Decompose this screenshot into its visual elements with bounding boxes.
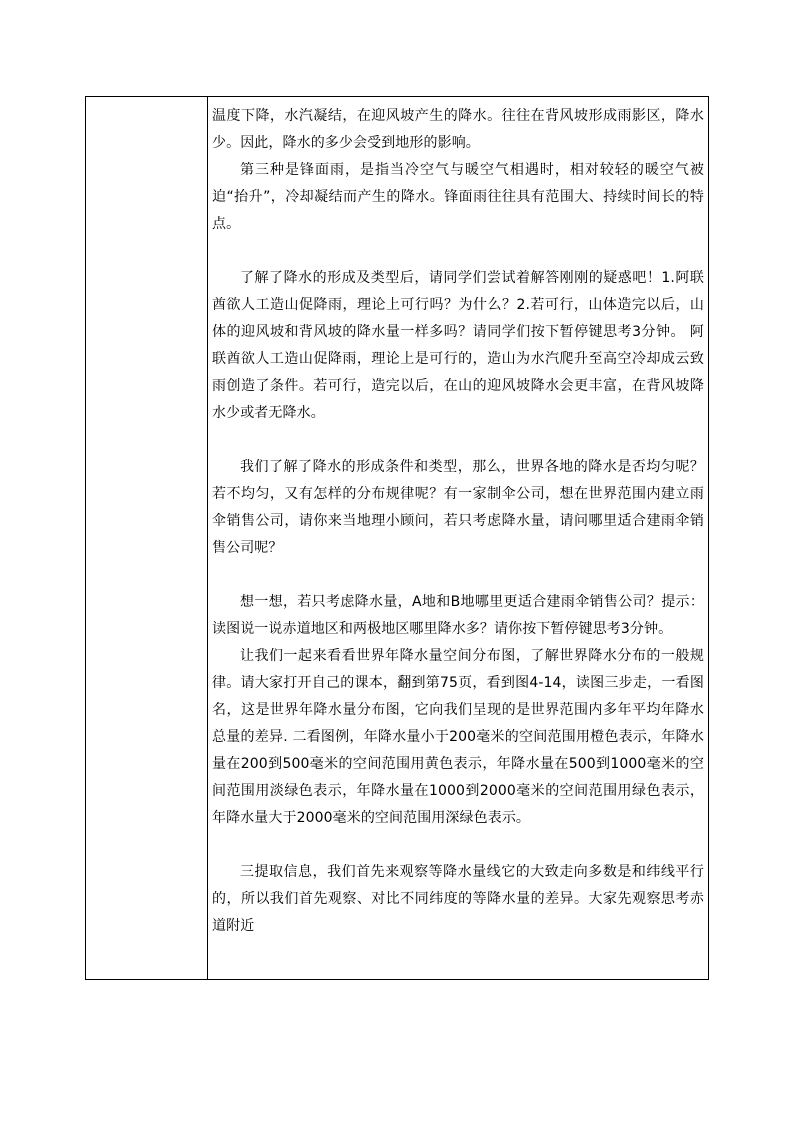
paragraph-umbrella-company: 我们了解了降水的形成条件和类型，那么，世界各地的降水是否均匀呢？若不均匀，又有怎样的分布规律呢？有一家制伞公司，想在世界范围内建立雨伞销售公司，请你来当地理小顾问，若只考虑降水量，请问哪里适合建雨伞销售公司呢？ [212,459,704,556]
blank-line [212,562,704,589]
paragraph-extract-info: 三提取信息，我们首先来观察等降水量线它的大致走向多数是和纬线平行的，所以我们首先观察、对比不同纬度的等降水量的差异。大家先观察思考赤道附近 [212,864,704,934]
blank-line [212,832,704,859]
blank-line [212,427,704,454]
blank-line [212,238,704,265]
paragraph-think-question: 想一想，若只考虑降水量，A地和B地哪里更适合建雨伞销售公司？提示：读图说一说赤道地区和两极地区哪里降水多？请你按下暂停键思考3分钟。 [212,594,704,637]
paragraph-terrain-rain: 温度下降，水汽凝结，在迎风坡产生的降水。往往在背风坡形成雨影区，降水少。因此，降水的多少会受到地形的影响。 [212,108,704,151]
paragraph-frontal-rain: 第三种是锋面雨，是指当冷空气与暖空气相遇时，相对较轻的暖空气被迫“抬升”，冷却凝结而产生的降水。锋面雨往往具有范围大、持续时间长的特点。 [212,162,704,232]
content-cell [208,97,708,979]
paragraph-uae-mountain: 了解了降水的形成及类型后，请同学们尝试着解答刚刚的疑惑吧！1.阿联酋欲人工造山促降雨，理论上可行吗？为什么？2.若可行，山体造完以后，山体的迎风坡和背风坡的降水量一样多吗？请同学们按下暂停键思考3分钟。 阿联酋欲人工造山促降雨，理论上是可行的，造山为水汽爬升至高空冷却成云致雨创造了条件。若可行，造完以后，在山的迎风坡降水会更丰富，在背风坡降水少或者无降水。 [212,270,704,421]
lesson-table [85,96,709,980]
paragraph-precipitation-map: 让我们一起来看看世界年降水量空间分布图，了解世界降水分布的一般规律。请大家打开自己的课本，翻到第75页，看到图4-14，读图三步走，一看图名，这是世界年降水量分布图，它向我们呈现的是世界范围内多年平均年降水总量的差异. 二看图例，年降水量小于200毫米的空间范围用橙色表示，年降水量在200到500毫米的空间范围用黄色表示，年降水量在500到1000毫米的空间范围用淡绿色表示，年降水量在1000到2000毫米的空间范围用绿色表示，年降水量大于2000毫米的空间范围用深绿色表示。 [212,648,704,826]
